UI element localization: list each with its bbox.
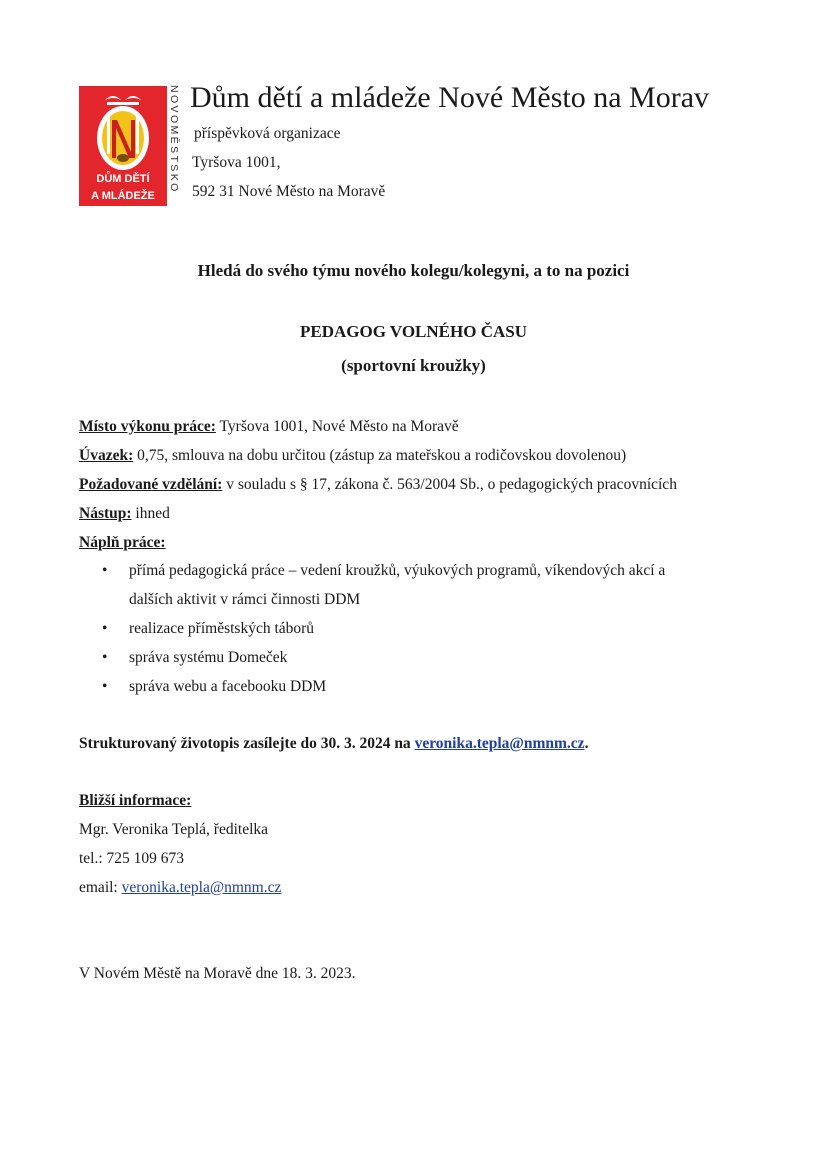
position-subtitle: (sportovní kroužky) [341, 356, 486, 375]
load-value: 0,75, smlouva na dobu určitou (zástup za mateřskou a rodičovskou dovolenou) [137, 447, 627, 464]
contact-heading [79, 792, 191, 810]
contact-phone: tel.: 725 109 673 [79, 850, 185, 867]
contact-name: Mgr. Veronika Teplá, ředitelka [79, 821, 269, 838]
ddm-logo [79, 86, 167, 206]
logo-text-line2: A MLÁDEŽE [91, 190, 155, 202]
contact-email-row [79, 879, 281, 897]
contact-label: Bližší informace: [79, 792, 192, 809]
closing-date: V Novém Městě na Moravě dne 18. 3. 2023. [79, 965, 356, 982]
address-city: 592 31 Nové Město na Moravě [192, 183, 386, 200]
start-value: ihned [135, 505, 170, 522]
cv-email-link[interactable]: veronika.tepla@nmnm.cz [414, 735, 585, 752]
load-label: Úvazek: [79, 447, 134, 464]
vertical-brand-text: NOVOMĚSTSKO [168, 85, 180, 194]
logo-text-line1: DŮM DĚTÍ [96, 173, 150, 185]
cv-instructions [79, 735, 588, 753]
list-item: správa webu a facebooku DDM [129, 678, 327, 695]
load-row [79, 447, 626, 465]
org-type: příspěvková organizace [194, 125, 341, 142]
contact-email-label: email: [79, 879, 118, 896]
duties-row [79, 534, 166, 552]
start-label: Nástup: [79, 505, 132, 522]
list-item: správa systému Domeček [129, 649, 288, 666]
position-title: PEDAGOG VOLNÉHO ČASU [300, 322, 527, 341]
list-bullet: • [102, 678, 108, 695]
contact-email-link[interactable]: veronika.tepla@nmnm.cz [121, 879, 282, 896]
list-bullet: • [102, 562, 108, 579]
start-row [79, 505, 170, 523]
place-value: Tyršova 1001, Nové Město na Moravě [219, 418, 459, 435]
cv-end: . [584, 735, 589, 752]
org-name: Dům dětí a mládeže Nové Město na Morav [190, 81, 710, 114]
education-label: Požadované vzdělání: [79, 476, 223, 493]
place-label: Místo výkonu práce: [79, 418, 216, 435]
address-street: Tyršova 1001, [192, 154, 281, 171]
list-bullet: • [102, 620, 108, 637]
duties-label: Náplň práce: [79, 534, 166, 551]
place-row [79, 418, 459, 436]
intro-heading: Hledá do svého týmu nového kolegu/kolegyni, a to na pozici [197, 261, 630, 280]
education-row [79, 476, 677, 494]
list-item-continuation: dalších aktivit v rámci činnosti DDM [129, 591, 361, 608]
list-item: přímá pedagogická práce – vedení kroužků, výukových programů, víkendových akcí a [129, 562, 666, 579]
list-bullet: • [102, 649, 108, 666]
education-value: v souladu s § 17, zákona č. 563/2004 Sb., o pedagogických pracovnících [226, 476, 677, 493]
list-item: realizace příměstských táborů [129, 620, 315, 637]
cv-text: Strukturovaný životopis zasílejte do 30. 3. 2024 na [79, 735, 411, 752]
